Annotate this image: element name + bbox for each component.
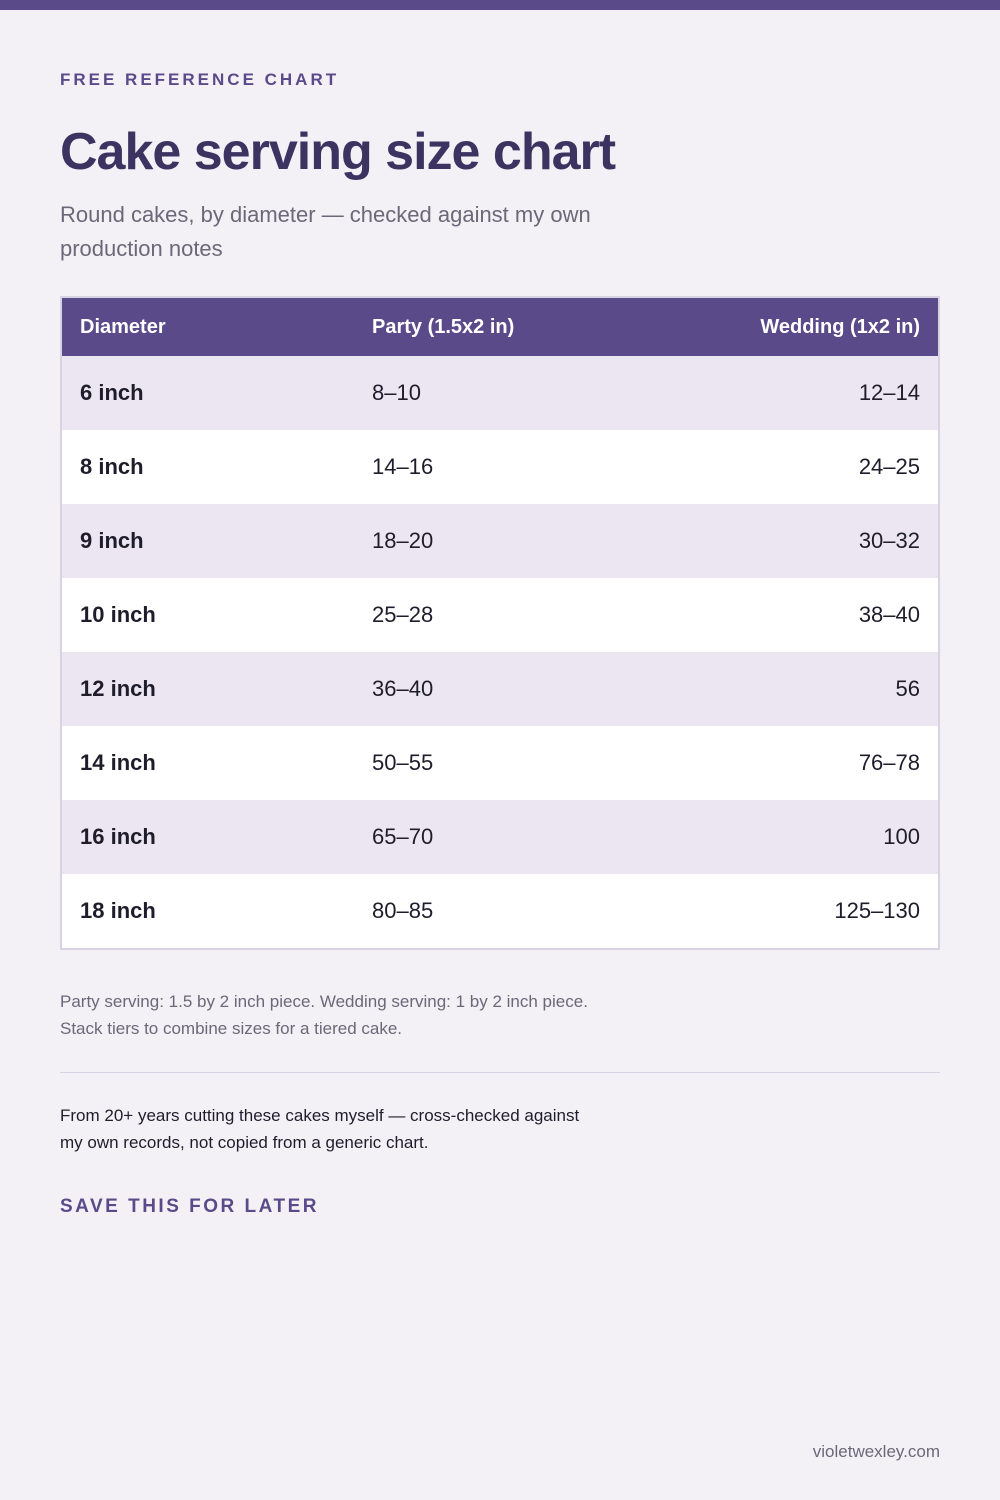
table-row	[62, 800, 938, 874]
cell-party: 65–70	[372, 824, 434, 849]
cell-diameter: 10 inch	[80, 602, 156, 627]
table-row	[62, 430, 938, 504]
column-header-wedding: Wedding (1x2 in)	[760, 315, 920, 338]
cell-diameter: 6 inch	[80, 380, 144, 405]
cell-party: 8–10	[372, 380, 421, 405]
cell-party: 14–16	[372, 454, 434, 479]
cell-wedding: 24–25	[858, 454, 920, 479]
page-title: Cake serving size chart	[60, 123, 616, 181]
cell-diameter: 16 inch	[80, 824, 156, 849]
cell-party: 50–55	[372, 750, 434, 775]
cell-party: 80–85	[372, 898, 434, 923]
serving-footnote: Party serving: 1.5 by 2 inch piece. Wedding serving: 1 by 2 inch piece. Stack tiers to combine sizes for a tiered cake.	[60, 992, 588, 1038]
top-accent-bar	[0, 0, 1000, 10]
eyebrow-label: FREE REFERENCE CHART	[60, 70, 340, 89]
serving-size-table	[60, 296, 940, 950]
cell-diameter: 18 inch	[80, 898, 156, 923]
cell-wedding: 100	[883, 824, 920, 849]
table-row	[62, 356, 938, 430]
cell-wedding: 76–78	[858, 750, 920, 775]
cell-wedding: 12–14	[858, 380, 920, 405]
column-header-party: Party (1.5x2 in)	[372, 315, 515, 338]
cell-diameter: 12 inch	[80, 676, 156, 701]
page-subtitle: Round cakes, by diameter — checked against my own production notes	[60, 202, 591, 261]
author-note: From 20+ years cutting these cakes myself — cross-checked against my own records, not copied from a generic chart.	[60, 1106, 580, 1152]
column-header-diameter: Diameter	[80, 315, 166, 338]
cell-diameter: 9 inch	[80, 528, 144, 553]
table-row	[62, 652, 938, 726]
table-row	[62, 726, 938, 800]
cell-diameter: 8 inch	[80, 454, 144, 479]
cell-party: 25–28	[372, 602, 434, 627]
table-row	[62, 874, 938, 948]
save-for-later-link[interactable]: SAVE THIS FOR LATER	[60, 1196, 319, 1217]
site-url: violetwexley.com	[812, 1442, 940, 1461]
section-divider	[60, 1072, 940, 1073]
cell-party: 36–40	[372, 676, 434, 701]
cell-wedding: 38–40	[858, 602, 920, 627]
table-row	[62, 504, 938, 578]
table-header-row	[62, 298, 938, 356]
cell-party: 18–20	[372, 528, 434, 553]
cell-wedding: 56	[895, 676, 920, 701]
cell-wedding: 30–32	[858, 528, 920, 553]
cell-wedding: 125–130	[834, 898, 920, 923]
cell-diameter: 14 inch	[80, 750, 156, 775]
table-row	[62, 578, 938, 652]
